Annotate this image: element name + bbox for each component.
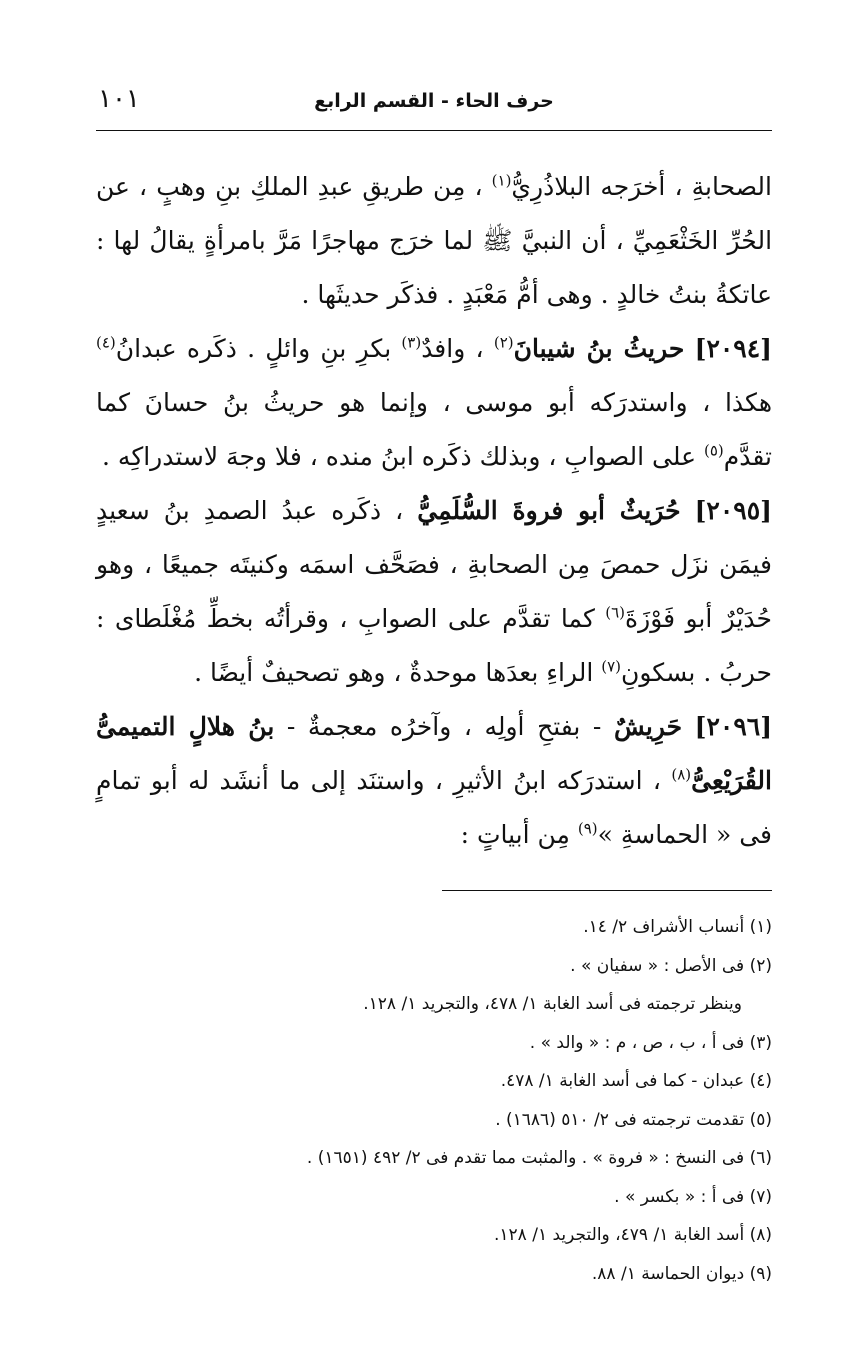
entry-number: [٢٠٩٤] — [694, 334, 772, 363]
footnote-ref: (٣) — [401, 333, 422, 352]
footnote-7: (٧) فى أ : « بكسر » . — [614, 1186, 772, 1207]
footnote-2: (٢) فى الأصل : « سفيان » . — [570, 955, 772, 976]
footnote-9: (٩) ديوان الحماسة ١/ ٨٨. — [591, 1263, 772, 1284]
footnote-ref: (٨) — [671, 765, 692, 784]
entry-number: [٢٠٩٥] — [694, 496, 772, 525]
entry-name: حُرَيثٌ أبو فروةَ السُّلَمِيُّ — [417, 496, 681, 525]
footnotes — [96, 908, 772, 1293]
footnote-1: (١) أنساب الأشراف ٢/ ١٤. — [583, 917, 772, 937]
footnote-ref: (٦) — [605, 603, 626, 622]
footnote-5: (٥) تقدمت ترجمته فى ٢/ ٥١٠ (١٦٨٦) . — [495, 1109, 772, 1130]
entry-name: حَرِيشٌ — [613, 712, 683, 741]
footnote-3: (٣) فى أ ، ب ، ص ، م : « والد » . — [529, 1032, 772, 1053]
footnote-divider — [442, 890, 772, 891]
entry-name-continued: بنُ هلالٍ التميمىُّ القُرَيْعِىُّ — [96, 712, 772, 795]
footnote-2-continued: وينظر ترجمته فى أسد الغابة ١/ ٤٧٨، والتجريد ١/ ١٢٨. — [363, 994, 742, 1014]
footnote-6: (٦) فى النسخ : « فروة » . والمثبت مما تقدم فى ٢/ ٤٩٢ (١٦٥١) . — [306, 1148, 772, 1168]
footnote-ref: (١) — [491, 171, 512, 190]
footnote-ref: (٧) — [601, 657, 622, 676]
page-number: ١٠١ — [98, 84, 140, 114]
entry-2094: [٢٠٩٤] حريثُ بنُ شيبانَ$^{(٢)}$ ، وافدٌ$^{(٣)}$ بكرِ بنِ وائلٍ . ذكَره عبدانُ$^{(٤)}$ هكذا ، واستدرَكه أبو موسى ، وإنما هو حريثُ بنُ حسانَ كما تقدَّم$^{(٥)}$ على الصوابِ ، وبذلك ذكَره ابنُ منده ، فلا وجهَ لاستدراكِه . — [96, 333, 772, 471]
footnote-ref: (٩) — [577, 819, 598, 838]
footnote-8: (٨) أسد الغابة ١/ ٤٧٩، والتجريد ١/ ١٢٨. — [494, 1225, 772, 1245]
header-divider — [96, 130, 772, 131]
entry-name: حريثُ بنُ شيبانَ — [513, 334, 685, 363]
footnote-ref: (٥) — [704, 441, 724, 460]
paragraph-intro: الصحابةِ ، أخرَجه البلاذُرِيُّ$^{(١)}$ ، مِن طريقِ عبدِ الملكِ بنِ وهبٍ ، عن الحُرِّ الخَثْعَمِيِّ ، أن النبيَّ ﷺ لما خرَج مهاجرًا مَرَّ بامرأةٍ يقالُ لها : عاتكةُ بنتُ خالدٍ . وهى أمُّ مَعْبَدٍ . فذكَر حديثَها . — [96, 171, 773, 309]
footnote-ref: (٤) — [96, 333, 116, 352]
main-text — [96, 160, 772, 862]
footnote-4: (٤) عبدان - كما فى أسد الغابة ١/ ٤٧٨. — [500, 1071, 772, 1091]
running-header — [96, 84, 772, 124]
header-title: حرف الحاء - القسم الرابع — [314, 90, 554, 112]
entry-2095: [٢٠٩٥] حُرَيثٌ أبو فروةَ السُّلَمِيُّ ، ذكَره عبدُ الصمدِ بنُ سعيدٍ فيمَن نزَل حمصَ مِن الصحابةِ ، فصَحَّف اسمَه وكنيتَه جميعًا ، وهو حُدَيْرٌ أبو فَوْزَةَ$^{(٦)}$ كما تقدَّم على الصوابِ ، وقرأتُه بخطِّ مُغْلَطاى : حربُ . بسكونِ$^{(٧)}$ الراءِ بعدَها موحدةٌ ، وهو تصحيفٌ أيضًا . — [96, 496, 772, 687]
footnote-ref: (٢) — [493, 333, 514, 352]
entry-number: [٢٠٩٦] — [694, 712, 773, 741]
entry-2096: [٢٠٩٦] حَرِيشٌ - بفتحِ أولِه ، وآخرُه معجمةٌ - بنُ هلالٍ التميمىُّ القُرَيْعِىُّ$^{(٨)}$ ، استدرَكه ابنُ الأثيرِ ، واستنَد إلى ما أنشَد له أبو تمامٍ فى « الحماسةِ »$^{(٩)}$ مِن أبياتٍ : — [96, 712, 773, 849]
